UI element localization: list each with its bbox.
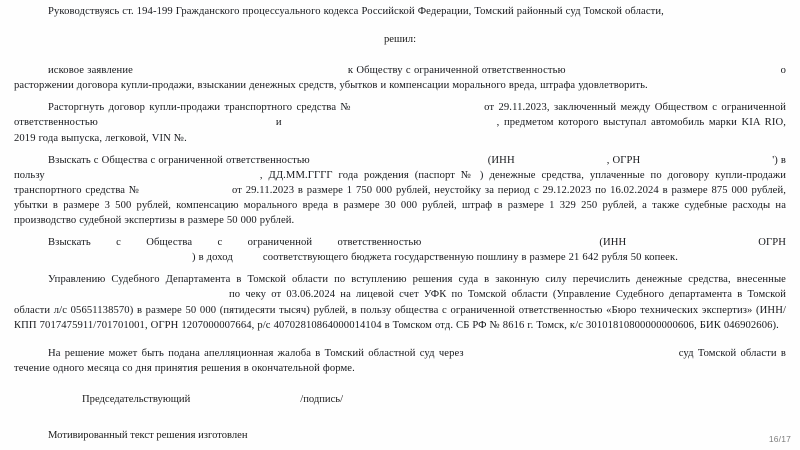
redacted-court-name (464, 346, 679, 361)
duty-text-a: Взыскать с Общества с ограниченной ответственностью (48, 237, 422, 249)
paragraph-appeal (14, 346, 786, 376)
termination-text-c: и (275, 117, 282, 129)
spacer (14, 228, 786, 235)
spacer (14, 19, 786, 32)
paragraph-contract-termination (14, 100, 786, 145)
redacted-inn-value (515, 153, 607, 168)
duty-text-b: соответствующего бюджета государственную пошлину в размере 21 642 рубля 50 копеек. (262, 252, 678, 264)
redacted-defendant-name (566, 63, 781, 78)
spacer (14, 146, 786, 153)
paragraph-award-plaintiff (14, 153, 786, 228)
termination-text-d: , предметом которого выступал автомобиль марки KIA RIO, 2019 года выпуска, легковой, VIN №. (14, 117, 786, 144)
spacer (14, 376, 786, 392)
appeal-text-b: суд Томской области в течение одного месяца со дня принятия решения в окончательной форме. (14, 347, 786, 374)
redacted-person-name (45, 168, 260, 183)
line-filler (233, 250, 263, 265)
ogrn-label: , ОГРН (606, 154, 641, 166)
presiding-judge-label: Председательствующий (82, 393, 191, 405)
termination-text-a: Расторгнуть договор купли-продажи транспортного средства № (48, 102, 353, 114)
claim-text-a: исковое заявление (48, 65, 133, 77)
spacer (14, 47, 786, 63)
redacted-plaintiff-name (133, 63, 348, 78)
transfer-text-b: по чеку от 03.06.2024 на лицевой счет УФК по Томской области (Управление Судебного департамента в Томской области л/с 05651138570) в размере 50 000 (пятидесяти тысяч) рублей, в пользу общества с ограниченной ответственностью «Бюро технических экспертиз» (ИНН/КПП 7017475911/701701001, ОГРН 1207000007664, р/с 40702810864000014104 в Томском отд. СБ РФ № 8616 г. Томск, к/с 30101810800000000606, БИК 046902606). (14, 289, 786, 331)
page-indicator: 16/17 (768, 434, 791, 444)
redacted-vehicle-contract-number (140, 183, 232, 198)
redacted-contract-number (352, 100, 484, 115)
spacer (14, 407, 786, 428)
award-close: ') в пользу (14, 154, 786, 181)
redacted-company-name (98, 115, 276, 130)
spacer (14, 93, 786, 100)
appeal-text-a: На решение может быть подана апелляционная жалоба в Томский областной суд через (48, 347, 464, 359)
signature-mark: /подпись/ (300, 393, 344, 405)
redacted-company-name (310, 153, 488, 168)
redacted-ogrn-value (14, 250, 192, 265)
inn-label: (ИНН (599, 237, 627, 249)
redacted-depositor-name (14, 287, 229, 302)
termination-text-b: от 29.11.2023, заключенный между Обществом с ограниченной ответственностью (14, 102, 787, 129)
spacer (14, 333, 786, 346)
claim-text-b: к Обществу с ограниченной ответственностью (347, 65, 566, 77)
redacted-ogrn-value (640, 153, 772, 168)
paragraph-state-duty (14, 235, 786, 265)
redacted-buyer-name (282, 115, 497, 130)
paragraph-deposit-transfer (14, 272, 786, 332)
duty-close: ) в доход (192, 252, 233, 264)
ruling-keyword: решил: (383, 34, 417, 46)
inn-label: (ИНН (487, 154, 515, 166)
redacted-inn-value (626, 235, 758, 250)
award-text-b: , ДД.ММ.ГГГГ года рождения (паспорт № ) денежные средства, уплаченные по договору купли-продажи транспортного средства № (14, 169, 786, 196)
paragraph-intro: Руководствуясь ст. 194-199 Гражданского процессуального кодекса Российской Федерации, Томский районный суд Томской области, (48, 6, 664, 17)
claim-text-c: о расторжении договора купли-продажи, взыскании денежных средств, убытков и компенсации морального вреда, штрафа удовлетворить. (14, 65, 786, 92)
paragraph-claim-granted (14, 63, 786, 93)
transfer-text-a: Управлению Судебного Департамента в Томской области по вступлению решения суда в законную силу перечислить денежные средства, внесенные (48, 274, 786, 286)
signature-block (14, 392, 786, 407)
ogrn-label: ОГРН (758, 237, 786, 249)
spacer (14, 265, 786, 272)
redacted-company-name (421, 235, 599, 250)
award-text-c: от 29.11.2023 в размере 1 750 000 рублей, неустойку за период с 29.12.2023 по 16.02.2024 в размере 875 000 рублей, убытки в размере 3 500 рублей, компенсацию морального вреда в размере 30 000 рублей, штраф в размере 1 329 250 рублей, а также судебные расходы на производство судебной экспертизы в размере 50 000 рублей. (14, 184, 786, 227)
award-text-a: Взыскать с Общества с ограниченной ответственностью (48, 154, 310, 166)
motivated-text-note: Мотивированный текст решения изготовлен (48, 429, 248, 441)
